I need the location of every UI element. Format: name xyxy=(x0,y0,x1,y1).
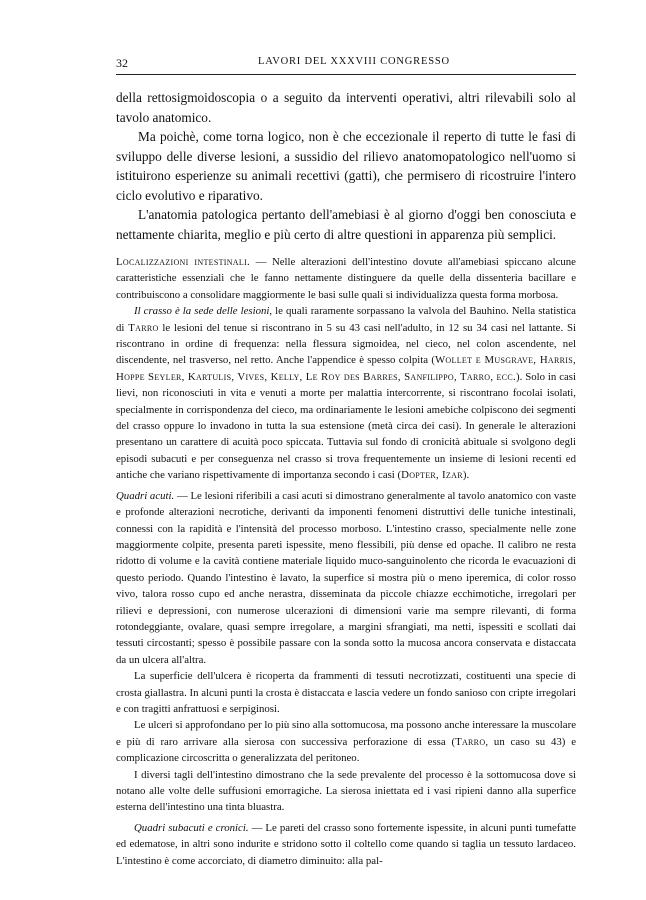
running-header xyxy=(116,56,576,75)
author-name: Tarro xyxy=(455,735,486,748)
author-list: Wollet e Musgrave, Harris, Hoppe Seyler, Kartulis, Vives, Kelly, Le Roy des Barres, Sanfilippo, Tarro, ecc. xyxy=(116,354,576,383)
section-heading-quadri-acuti: Quadri acuti. xyxy=(116,489,175,502)
paragraph-continuation: della rettosigmoidoscopia o a seguito da interventi operativi, altri rilevabili solo al tavolo anatomico. xyxy=(116,90,576,125)
section-heading-quadri-subacuti: Quadri subacuti e cronici. xyxy=(134,821,249,834)
paragraph-ma-poiche: Ma poichè, come torna logico, non è che eccezionale il reperto di tutte le fasi di sviluppo delle diverse lesioni, a sussidio del rilievo anatomopatologico nell'uomo si istituirono esperienze su animali recettivi (gatti), che permisero di ricostruire l'intero ciclo evolutivo e riparativo. xyxy=(116,129,576,203)
author-list: Dopter, Izar xyxy=(401,469,463,482)
paragraph-ulceri: Le ulceri si approfondano per lo più sino alla sottomucosa, ma possono anche interessare la muscolare e più di raro arrivare alla sierosa con successiva perforazione di essa (Tarro, un caso su 43) e complicazione circoscritta o generalizzata del peritoneo. xyxy=(116,719,576,765)
page-number: 32 xyxy=(116,56,128,70)
running-title: LAVORI DEL XXXVIII CONGRESSO xyxy=(258,56,450,67)
italic-crasso-lead: Il crasso è la sede delle lesioni, xyxy=(134,305,273,318)
main-text-block xyxy=(116,88,576,244)
paragraph-quadri-acuti: Quadri acuti. — Le lesioni riferibili a casi acuti si dimostrano generalmente al tavolo anatomico con vaste e profonde alterazioni necrotiche, derivanti da imponenti fenomeni distruttivi delle tuniche intestinali, connessi con la rapidità e l'intensità del processo morboso. L'intestino crasso, specialmente nelle zone maggiormente colpite, presenta pareti ispessite, meno flessibili, più dense ed opache. Il calibro ne resta ridotto di volume e la cavità contiene materiale liquido muco-sanguinolento che ricorda le evacuazioni di questo periodo. Quando l'intestino è lavato, la superfice si mostra più o meno iperemica, di color rosso vivo, talora rosso cupo ed anche nerastra, disseminata da piccole chiazze ecchimotiche, irregolari per rilievi e depressioni, con numerose ulcerazioni di dimensioni varie ma sempre rilevanti, di forma rotondeggiante, ovalare, quasi sempre irregolare, a margini sfrangiati, ma netti, ispessiti e scollati dai tessuti circostanti; spesso è possibile passare con la sonda sotto la mucosa ancora conservata e distaccata da un ulcera all'altra. xyxy=(116,489,577,666)
paragraph-anatomia-patologica: L'anatomia patologica pertanto dell'amebiasi è al giorno d'oggi ben conosciuta e nettamente chiarita, meglio e più certo di altre questioni in apparenza più semplici. xyxy=(116,207,576,242)
paragraph-diversi-tagli: I diversi tagli dell'intestino dimostrano che la sede prevalente del processo è la sottomucosa dove si notano alle volte delle suffusioni emorragiche. La sierosa iniettata ed i vasi ripieni danno alla superfice esterna dell'intestino una tinta bluastra. xyxy=(116,768,576,814)
author-name: Tarro xyxy=(128,321,159,334)
paragraph-localizzazioni: Localizzazioni intestinali. — Nelle alterazioni dell'intestino dovute all'amebiasi spiccano alcune caratteristiche essenziali che le fanno nettamente distinguere da quelle della dissenteria bacillare e contribuiscono a consolidare maggiormente le basi sulle quali si individualizza questa forma morbosa. xyxy=(116,256,576,301)
section-heading-localizzazioni: Localizzazioni intestinali. xyxy=(116,256,251,268)
paragraph-crasso: Il crasso è la sede delle lesioni, le quali raramente sorpassano la valvola del Bauhino. Nella statistica di Tarro le lesioni del tenue si riscontrano in 5 su 43 casi nell'adulto, in 12 su 34 casi nel lattante. Si riscontrano in ordine di frequenza: nella flessura sigmoidea, nel cieco, nel colon ascendente, nel discendente, nel trasverso, nel retto. Anche l'appendice è spesso colpita (Wollet e Musgrave, Harris, Hoppe Seyler, Kartulis, Vives, Kelly, Le Roy des Barres, Sanfilippo, Tarro, ecc.). Solo in casi lievi, non riconosciuti in vita e venuti a morte per malattia intercorrente, si riscontrano focolai isolati, specialmente in corrispondenza del cieco, ma ordinariamente le lesioni amebiche colpiscono dei segmenti del crasso oppure lo invadono in tutta la sua estensione (metà circa dei casi). In generale le alterazioni presentano un carattere di acuità poco spiccata. Tuttavia sul fondo di cronicità abituale si svolgono degli episodi subacuti e per conseguenza nel crasso si trova frequentemente un insieme di lesioni recenti ed antiche che variano rispettivamente di importanza secondo i casi (Dopter, Izar). xyxy=(116,305,576,482)
paragraph-quadri-subacuti: Quadri subacuti e cronici. — Le pareti del crasso sono fortemente ispessite, in alcuni punti tumefatte ed edematose, in altri sono indurite e stridono sotto il coltello come quando si taglia un tessuto lardaceo. L'intestino è come accorciato, di diametro diminuito: alla pal- xyxy=(116,821,576,867)
paragraph-superficie-ulcera: La superficie dell'ulcera è ricoperta da frammenti di tessuti necrotizzati, costituenti una specie di crosta giallastra. In alcuni punti la crosta è distaccata e lascia vedere un fondo sanioso con cripte irregolari e con tragitti anfrattuosi e serpiginosi. xyxy=(116,670,576,715)
small-print-section xyxy=(116,254,576,869)
